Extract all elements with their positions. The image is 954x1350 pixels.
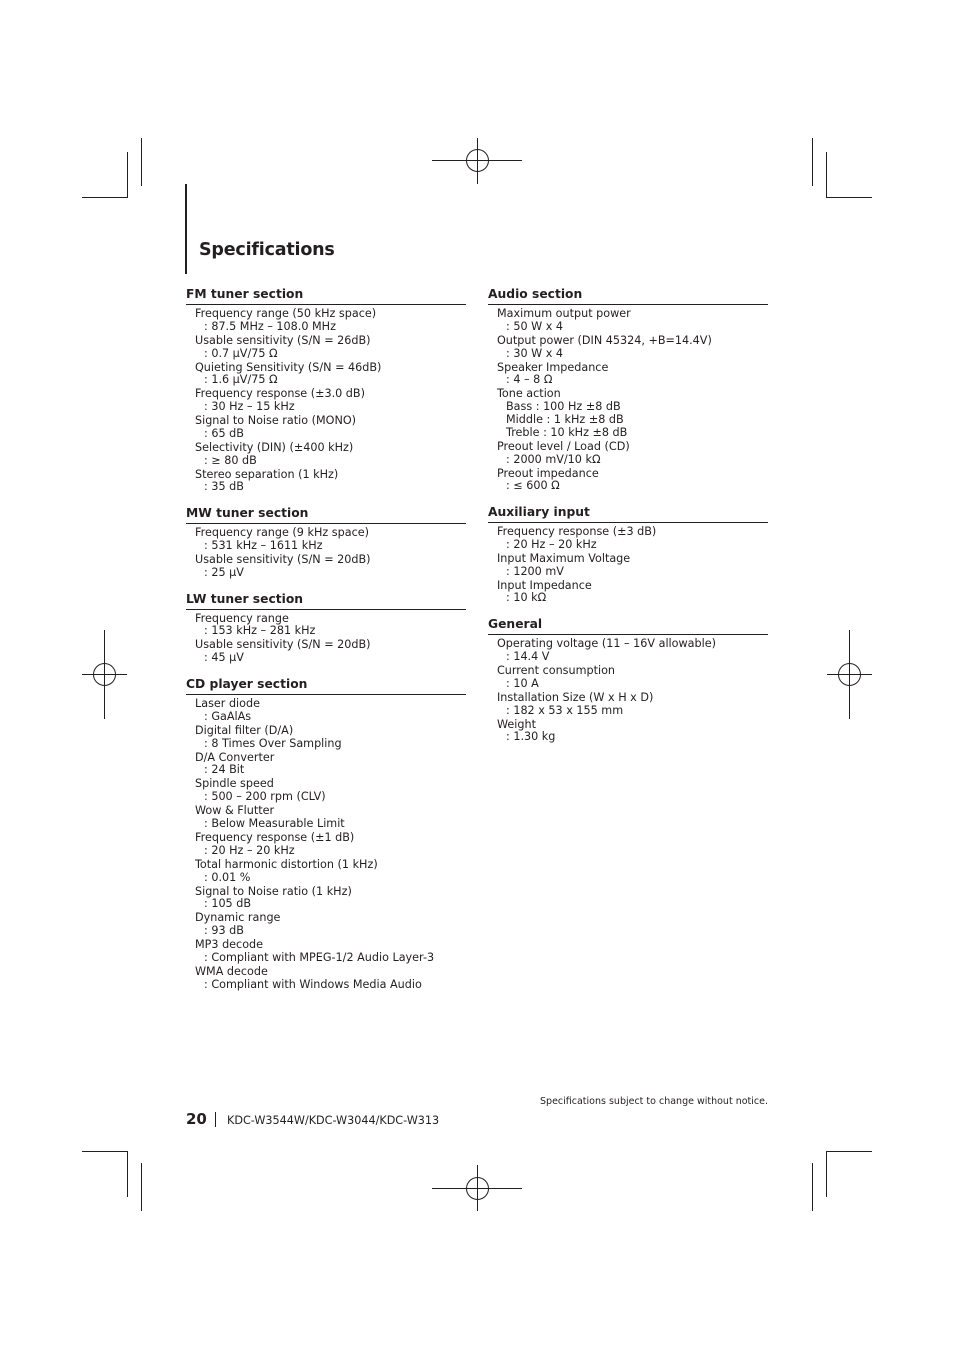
spec-label: Frequency range (50 kHz space) xyxy=(195,307,377,320)
spec-item xyxy=(195,698,466,724)
spec-item xyxy=(195,832,466,858)
spec-item xyxy=(497,308,768,334)
spec-label: Wow & Flutter xyxy=(195,804,275,818)
page-number: 20 xyxy=(186,1110,207,1128)
spec-label: Frequency response (±3.0 dB) xyxy=(195,387,365,401)
spec-item xyxy=(195,554,466,580)
spec-item xyxy=(195,639,466,665)
spec-item xyxy=(497,441,768,467)
spec-label: Output power (DIN 45324, +B=14.4V) xyxy=(497,333,712,347)
spec-value: : Compliant with MPEG-1/2 Audio Layer-3 xyxy=(204,950,435,964)
spec-item xyxy=(195,388,466,414)
section-heading: LW tuner section xyxy=(186,592,466,610)
spec-label: Preout impedance xyxy=(497,466,599,480)
spec-value: : GaAlAs xyxy=(204,709,252,723)
spec-item xyxy=(195,335,466,361)
spec-label: Frequency range xyxy=(195,611,289,625)
spec-subvalue: Treble : 10 kHz ±8 dB xyxy=(506,425,628,439)
spec-label: Input Maximum Voltage xyxy=(497,551,631,565)
spec-item xyxy=(195,778,466,804)
spec-label: Quieting Sensitivity (S/N = 46dB) xyxy=(195,360,382,374)
spec-label: Weight xyxy=(497,717,536,731)
spec-label: Total harmonic distortion (1 kHz) xyxy=(195,857,378,871)
spec-value: : 25 μV xyxy=(204,565,244,579)
spec-value: : 1200 mV xyxy=(506,564,564,578)
spec-value: : 50 W x 4 xyxy=(506,319,564,333)
spec-value: : 1.30 kg xyxy=(506,730,556,744)
spec-label: Frequency range (9 kHz space) xyxy=(195,526,369,540)
spec-label: Signal to Noise ratio (1 kHz) xyxy=(195,884,352,898)
spec-label: Laser diode xyxy=(195,697,260,711)
spec-list xyxy=(186,613,466,665)
spec-value: : 20 Hz – 20 kHz xyxy=(506,537,597,551)
spec-subvalue: Middle : 1 kHz ±8 dB xyxy=(506,412,624,426)
spec-item xyxy=(195,805,466,831)
right-column xyxy=(488,287,768,756)
spec-value: : 65 dB xyxy=(204,426,244,440)
spec-item xyxy=(497,638,768,664)
spec-value: : Compliant with Windows Media Audio xyxy=(204,977,422,991)
spec-list xyxy=(488,638,768,744)
spec-label: Digital filter (D/A) xyxy=(195,723,294,737)
spec-item xyxy=(195,725,466,751)
spec-value: : 2000 mV/10 kΩ xyxy=(506,452,601,466)
spec-label: Signal to Noise ratio (MONO) xyxy=(195,414,357,428)
spec-label: Speaker Impedance xyxy=(497,360,609,374)
spec-item xyxy=(497,468,768,494)
spec-value: : 24 Bit xyxy=(204,763,245,777)
spec-value: : 14.4 V xyxy=(506,650,550,664)
spec-value: : 500 – 200 rpm (CLV) xyxy=(204,790,326,804)
spec-item xyxy=(195,442,466,468)
spec-item xyxy=(195,939,466,965)
spec-value: : ≤ 600 Ω xyxy=(506,479,560,493)
spec-item xyxy=(195,469,466,495)
spec-value: : 10 kΩ xyxy=(506,591,547,605)
spec-label: Installation Size (W x H x D) xyxy=(497,690,654,704)
spec-label: Usable sensitivity (S/N = 26dB) xyxy=(195,333,371,347)
lw-tuner-section xyxy=(186,592,466,665)
spec-label: Input Impedance xyxy=(497,578,592,592)
spec-item xyxy=(195,613,466,639)
spec-label: Maximum output power xyxy=(497,307,631,320)
spec-value: : 10 A xyxy=(506,676,539,690)
spec-label: MP3 decode xyxy=(195,938,264,952)
section-heading: General xyxy=(488,617,768,635)
spec-label: D/A Converter xyxy=(195,750,275,764)
spec-label: Tone action xyxy=(497,387,561,401)
spec-item xyxy=(497,362,768,388)
auxiliary-input-section xyxy=(488,505,768,605)
spec-item xyxy=(195,966,466,992)
spec-label: Spindle speed xyxy=(195,777,274,791)
footer-note: Specifications subject to change without notice. xyxy=(540,1096,768,1107)
spec-label: Frequency response (±1 dB) xyxy=(195,830,355,844)
spec-value: : 35 dB xyxy=(204,480,244,494)
spec-label: WMA decode xyxy=(195,964,268,978)
spec-item xyxy=(497,580,768,606)
title-rule xyxy=(185,184,187,274)
spec-label: Usable sensitivity (S/N = 20dB) xyxy=(195,553,371,567)
spec-item xyxy=(497,388,768,439)
general-section xyxy=(488,617,768,744)
spec-value: : 105 dB xyxy=(204,897,252,911)
spec-value: : Below Measurable Limit xyxy=(204,816,345,830)
spec-value: : 0.7 μV/75 Ω xyxy=(204,346,278,360)
spec-value: : 20 Hz – 20 kHz xyxy=(204,843,295,857)
page-title: Specifications xyxy=(199,240,335,260)
spec-value: : 45 μV xyxy=(204,651,244,665)
spec-list xyxy=(488,526,768,605)
mw-tuner-section xyxy=(186,506,466,579)
spec-list xyxy=(186,308,466,494)
spec-value: : 30 Hz – 15 kHz xyxy=(204,400,295,414)
spec-item xyxy=(195,308,466,334)
spec-item xyxy=(195,912,466,938)
spec-list xyxy=(488,308,768,493)
section-heading: Audio section xyxy=(488,287,768,305)
spec-value: : 182 x 53 x 155 mm xyxy=(506,703,624,717)
spec-value: : 87.5 MHz – 108.0 MHz xyxy=(204,319,336,333)
spec-item xyxy=(497,692,768,718)
spec-value: : 1.6 μV/75 Ω xyxy=(204,373,278,387)
spec-list xyxy=(186,698,466,991)
spec-value: : 8 Times Over Sampling xyxy=(204,736,342,750)
spec-value: : 153 kHz – 281 kHz xyxy=(204,624,316,638)
spec-label: Preout level / Load (CD) xyxy=(497,439,630,453)
section-heading: FM tuner section xyxy=(186,287,466,305)
section-heading: MW tuner section xyxy=(186,506,466,524)
spec-value: : 4 – 8 Ω xyxy=(506,373,553,387)
spec-label: Stereo separation (1 kHz) xyxy=(195,467,339,481)
footer-separator xyxy=(215,1112,216,1127)
spec-subvalue: Bass : 100 Hz ±8 dB xyxy=(506,400,621,414)
spec-item xyxy=(497,665,768,691)
spec-label: Selectivity (DIN) (±400 kHz) xyxy=(195,440,354,454)
spec-item xyxy=(497,526,768,552)
spec-label: Current consumption xyxy=(497,664,616,678)
spec-item xyxy=(195,527,466,553)
spec-item xyxy=(195,752,466,778)
spec-label: Usable sensitivity (S/N = 20dB) xyxy=(195,638,371,652)
spec-value: : 531 kHz – 1611 kHz xyxy=(204,539,323,553)
spec-item xyxy=(195,859,466,885)
model-number: KDC-W3544W/KDC-W3044/KDC-W313 xyxy=(227,1114,440,1127)
spec-item xyxy=(195,886,466,912)
spec-item xyxy=(195,362,466,388)
spec-label: Operating voltage (11 – 16V allowable) xyxy=(497,637,716,651)
spec-label: Frequency response (±3 dB) xyxy=(497,525,657,539)
spec-value: : ≥ 80 dB xyxy=(204,453,257,467)
audio-section xyxy=(488,287,768,493)
spec-list xyxy=(186,527,466,579)
spec-label: Dynamic range xyxy=(195,911,281,925)
spec-item xyxy=(497,553,768,579)
spec-item xyxy=(497,335,768,361)
cd-player-section xyxy=(186,677,466,991)
spec-item xyxy=(195,415,466,441)
spec-value: : 93 dB xyxy=(204,924,244,938)
left-column xyxy=(186,287,466,1003)
section-heading: Auxiliary input xyxy=(488,505,768,523)
spec-item xyxy=(497,719,768,745)
fm-tuner-section xyxy=(186,287,466,494)
spec-value: : 0.01 % xyxy=(204,870,251,884)
section-heading: CD player section xyxy=(186,677,466,695)
spec-value: : 30 W x 4 xyxy=(506,346,564,360)
